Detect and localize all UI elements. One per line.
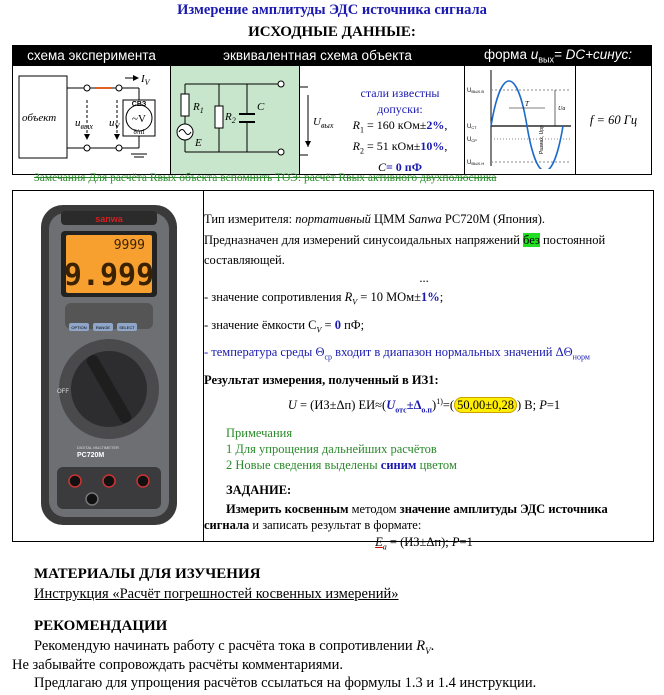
experiment-scheme-cell — [13, 66, 171, 175]
ellipsis: ... — [419, 271, 429, 285]
u-v-label: $u_V$ — [109, 117, 120, 131]
tolerances-cell — [300, 66, 465, 175]
u-out-equiv-label: $U_{вых}$ — [313, 115, 334, 130]
r1-label: $R_1$ — [193, 101, 204, 115]
brand-logo: sanwa — [95, 214, 123, 224]
task-title: ЗАДАНИЕ: — [226, 483, 292, 498]
notes-block — [204, 425, 644, 473]
tolerances-text: стали известны допуски: $R_1 = 160$ кОм±2%, $R_2 = 51$ кОм±10%, C= 0 пФ — [352, 85, 448, 175]
task-text: Измерить косвенным методом значение амплитуды ЭДС источника сигнала и записать результат в формате: — [204, 502, 608, 533]
terminal-a — [103, 475, 115, 487]
u-out-label: $u_{вых}$ — [75, 117, 93, 131]
header-waveform: форма $u_{вых}=$ DC+синус: — [465, 46, 652, 66]
materials-title: МАТЕРИАЛЫ ДЛЯ ИЗУЧЕНИЯ — [34, 566, 261, 582]
range-button-label: RANGE — [95, 325, 111, 330]
recommendation-2: Не забывайте сопровождать расчёты комментариями. — [12, 657, 343, 673]
note-2: 2 Новые сведения выделены синим цветом — [226, 458, 457, 473]
resistance-line: - значение сопротивления $R_V = 10$ МОм±1%; — [204, 290, 444, 307]
meter-accuracy: δ/пi — [133, 128, 145, 136]
page-title: Измерение амплитуды ЭДС источника сигнала — [177, 2, 487, 18]
r2-label: $R_2$ — [225, 111, 236, 125]
model-small-label: DIGITAL MULTIMETER — [77, 445, 119, 450]
capacitance-line: - значение ёмкости $С_V = 0$ пФ; — [204, 317, 365, 334]
object-label: объект — [22, 112, 57, 124]
terminal-ma — [69, 475, 81, 487]
y-label-ucr: UСР — [467, 137, 477, 143]
strikethrough-note: Замечания Для расчёта Rвых объекта вспомнить ТОЭ: расчёт Rвых активного двухполюсника — [34, 172, 497, 184]
display-main-reading: 9.999 — [63, 258, 155, 293]
initial-data-table — [12, 45, 652, 175]
meter-type-line: Тип измерителя: портативный ЦММ Sanwa PC720M (Япония). — [204, 212, 546, 226]
select-button-label: SELECT — [119, 325, 135, 330]
y-label-ucp: UCT — [467, 124, 477, 130]
meter-symbol: ~V — [132, 113, 146, 125]
equivalent-scheme-cell — [171, 66, 300, 175]
multimeter-illustration — [13, 191, 203, 541]
e-label: E — [195, 137, 202, 149]
page-subtitle: ИСХОДНЫЕ ДАННЫЕ: — [248, 24, 416, 40]
frequency-value: f = 60 Гц — [589, 112, 638, 127]
equivalent-scheme-diagram — [171, 66, 299, 169]
temperature-line: - температура среды $\Theta_{ср}$ входит в диапазон нормальных значений $\Delta\Theta_{норм}$ — [204, 345, 590, 362]
meter-class-label: СВЗ — [131, 101, 147, 108]
waveform-cell — [465, 66, 576, 175]
experiment-scheme-diagram — [13, 66, 170, 169]
i-v-label: $I_V$ — [141, 73, 150, 87]
period-label: T — [525, 100, 529, 108]
materials-link[interactable]: Инструкция «Расчёт погрешностей косвенных измерений» — [34, 586, 399, 602]
terminal-com — [86, 493, 98, 505]
u-out-terminals — [300, 69, 340, 172]
header-experiment-scheme: схема эксперимента — [13, 46, 171, 66]
y-label-umin: UВЫХ.Н — [467, 160, 485, 166]
amplitude-label: Ua — [558, 106, 566, 112]
result-title: Результат измерения, полученный в ИЗ1: — [204, 372, 439, 387]
notes-title: Примечания — [226, 426, 293, 441]
header-equivalent-scheme: эквивалентная схема объекта — [171, 46, 465, 66]
peak-to-peak-label: Размах, Upp — [539, 125, 545, 154]
meter-purpose-line: Предназначен для измерений синусоидальных напряжений без постоянной составляющей. — [204, 233, 606, 267]
c-label: C — [257, 101, 265, 113]
description-block — [204, 208, 644, 557]
result-format: $E_a = (ИЗ\pm\Delta п)$; P=1 — [375, 535, 473, 552]
waveform-plot — [465, 66, 575, 169]
multimeter-picture — [13, 191, 204, 541]
recommendation-3: Предлагаю для упрощения расчётов ссылаться на формулы 1.3 и 1.4 инструкции. — [34, 675, 537, 691]
display-sub-reading: 9999 — [113, 238, 145, 253]
recommendations-title: РЕКОМЕНДАЦИИ — [34, 618, 168, 634]
y-label-umax: UВЫХ.В — [467, 88, 484, 94]
frequency-cell — [576, 66, 652, 175]
model-label: PC720M — [77, 452, 105, 459]
note-1: 1 Для упрощения дальнейших расчётов — [226, 442, 437, 457]
option-button-label: OPTION — [71, 325, 87, 330]
terminal-v — [137, 475, 149, 487]
result-line: U = (ИЗ±Δп) $ЕИ\approx(U_{отс}\pm\Delta_{о.п})^{1)}=$( 50,00±0,28 ) В; P=1 — [287, 396, 561, 415]
recommendation-1: Рекомендую начинать работу с расчёта тока в сопротивлении $R_V$. — [34, 638, 435, 656]
dial-off-label: OFF — [57, 389, 69, 395]
